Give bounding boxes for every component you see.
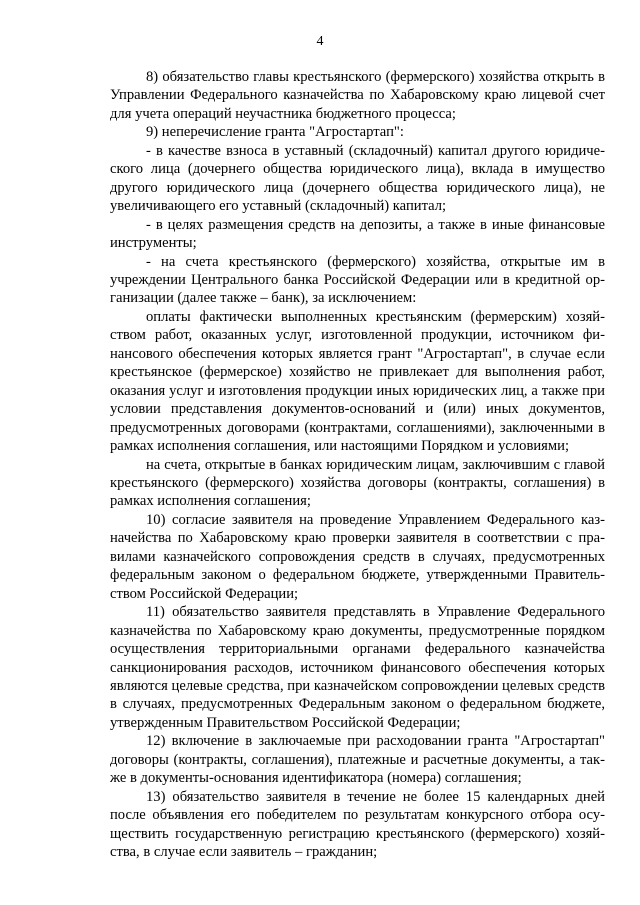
paragraph-9-exception-payment: оплаты фактически выполненных крестьянским (фермерским) хозяйством работ, оказанных услуг, изготовленной продукции, источником финансового обеспечения которых является грант "Агростартап", в случае если крестьянское (фермерское) хозяйство не привлекает для выполнения работ, оказания услуг и изготовления продукции иных юридических лиц, а также при условии представления документов-оснований и (или) иных документов, предусмотренных договорами (контрактами, соглашениями), заключенными в рамках исполнения соглашения, или настоящими Порядком и условиями; bbox=[110, 308, 605, 455]
page-number: 4 bbox=[316, 34, 324, 49]
paragraph-13-registration-obligation: 13) обязательство заявителя в течение не более 15 календарных дней после объявления его победителем по результатам конкурсного отбора осуществить государственную регистрацию крестьянского (фермерского) хозяйства, в случае если заявитель – гражданин; bbox=[110, 788, 605, 861]
paragraph-9-non-transfer-heading: 9) неперечисление гранта "Агростартап": bbox=[146, 124, 404, 141]
paragraph-9-exception-accounts: на счета, открытые в банках юридическим лицам, заключившим с главой крестьянского (фермерского) хозяйства договоры (контракты, соглашения) в рамках исполнения соглашения; bbox=[110, 456, 605, 510]
paragraph-11-documents-obligation: 11) обязательство заявителя представлять в Управление Федерального казначейства по Хабаровскому краю документы, предусмотренные порядком осуществления территориальными органами федерального казначейства санкционирования расходов, источником финансового обеспечения которых являются целевые средства, при казначейском сопровождении целевых средств в случаях, предусмотренных Федеральным законом о федеральном бюджете, утвержденным Правительством Российской Федерации; bbox=[110, 604, 605, 731]
paragraph-10-treasury-check-consent: 10) согласие заявителя на проведение Управлением Федерального казначейства по Хабаровскому краю проверки заявителя в соответствии с правилами казначейского сопровождения средств в случаях, предусмотренных федеральным законом о федеральном бюджете, утвержденными Правительством Российской Федерации; bbox=[110, 511, 605, 602]
paragraph-8-account-obligation: 8) обязательство главы крестьянского (фермерского) хозяйства открыть в Управлении Федерального казначейства по Хабаровскому краю лицевой счет для учета операций неучастника бюджетного процесса; bbox=[110, 69, 605, 122]
paragraph-9-item-capital-contribution: - в качестве взноса в уставный (складочный) капитал другого юридического лица (дочернего общества юридического лица), вклада в имущество другого юридического лица (дочернего общества юридического лица), не увеличивающего его уставный (складочный) капитал; bbox=[110, 142, 605, 215]
paragraph-9-item-deposits: - в целях размещения средств на депозиты, а также в иные финансовые инструменты; bbox=[110, 216, 605, 252]
paragraph-12-agreement-identifier: 12) включение в заключаемые при расходовании гранта "Агростартап" договоры (контракты, соглашения), платежные и расчетные документы, а также в документы-основания идентификатора (номера) соглашения; bbox=[110, 733, 605, 787]
paragraph-9-item-bank-accounts: - на счета крестьянского (фермерского) хозяйства, открытые им в учреждении Центрального банка Российской Федерации или в кредитной организации (далее также – банк), за исключением: bbox=[110, 253, 605, 307]
document-body bbox=[110, 68, 605, 861]
